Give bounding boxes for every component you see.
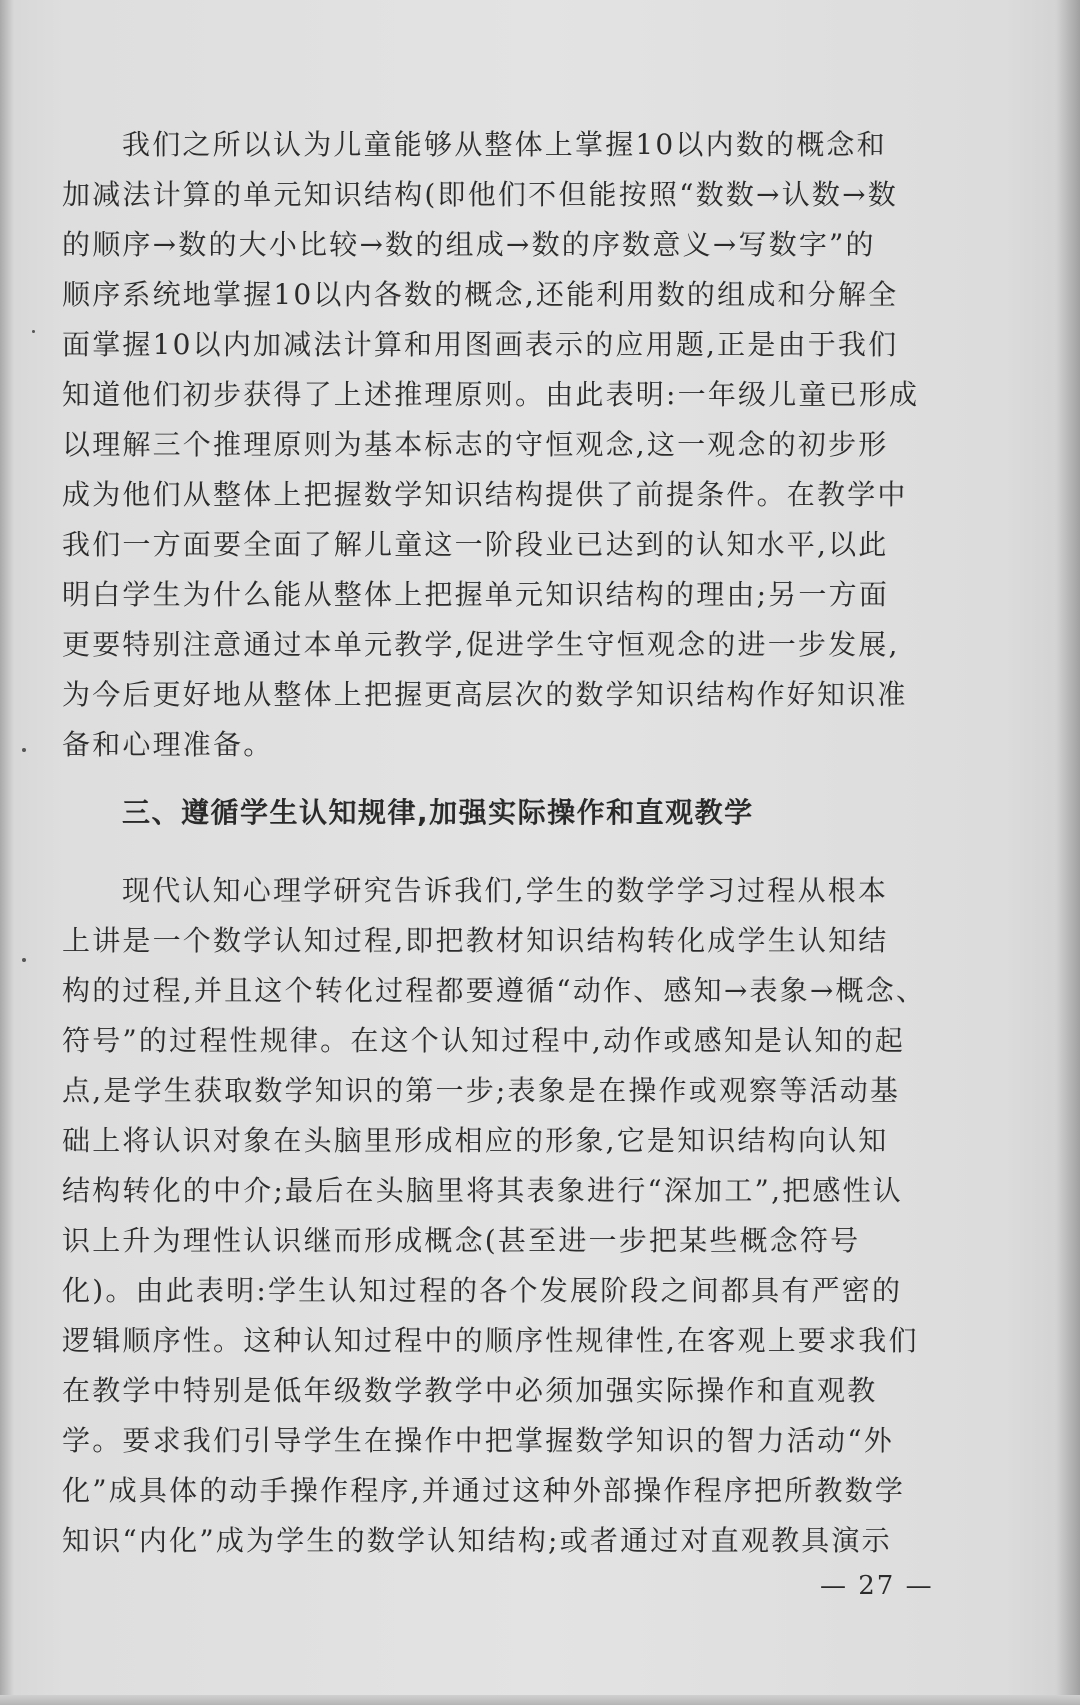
text-line: 成为他们从整体上把握数学知识结构提供了前提条件。在教学中 [62,478,908,511]
text-line: 以理解三个推理原则为基本标志的守恒观念,这一观念的初步形 [62,428,889,461]
text-line: 备和心理准备。 [62,728,274,761]
text-line: 结构转化的中介;最后在头脑里将其表象进行“深加工”,把感性认 [62,1174,903,1207]
paragraph-2 [62,866,992,1566]
text-line: 顺序系统地掌握10以内各数的概念,还能利用数的组成和分解全 [62,278,899,311]
text-line: 在教学中特别是低年级数学教学中必须加强实际操作和直观教 [62,1374,878,1407]
page-number: — 27 — [820,1571,934,1601]
text-line: 化”成具体的动手操作程序,并通过这种外部操作程序把所教数学 [62,1474,906,1507]
text-line: 的顺序→数的大小比较→数的组成→数的序数意义→写数字”的 [62,228,876,261]
text-line: 知道他们初步获得了上述推理原则。由此表明:一年级儿童已形成 [62,378,920,411]
text-line: 我们之所以认为儿童能够从整体上掌握10以内数的概念和 [122,128,887,161]
page-right-edge [1056,0,1080,1705]
text-line: 构的过程,并且这个转化过程都要遵循“动作、感知→表象→概念、 [62,974,927,1007]
text-line: 更要特别注意通过本单元教学,促进学生守恒观念的进一步发展, [62,628,900,661]
text-line: 明白学生为什么能从整体上把握单元知识结构的理由;另一方面 [62,578,890,611]
print-speck [32,330,35,333]
text-line: 础上将认识对象在头脑里形成相应的形象,它是知识结构向认知 [62,1124,889,1157]
text-line: 面掌握10以内加减法计算和用图画表示的应用题,正是由于我们 [62,328,899,361]
text-line: 点,是学生获取数学知识的第一步;表象是在操作或观察等活动基 [62,1074,901,1107]
page-bottom-edge [0,1695,1080,1705]
text-line: 化)。由此表明:学生认知过程的各个发展阶段之间都具有严密的 [62,1274,903,1307]
text-line: 为今后更好地从整体上把握更高层次的数学知识结构作好知识准 [62,678,908,711]
text-line: 知识“内化”成为学生的数学认知结构;或者通过对直观教具演示 [62,1524,892,1557]
text-line: 上讲是一个数学认知过程,即把教材知识结构转化成学生认知结 [62,924,889,957]
print-speck [22,748,26,752]
text-line: 逻辑顺序性。这种认知过程中的顺序性规律性,在客观上要求我们 [62,1324,919,1357]
text-line: 加减法计算的单元知识结构(即他们不但能按照“数数→认数→数 [62,178,898,211]
print-speck [22,958,26,962]
text-line: 符号”的过程性规律。在这个认知过程中,动作或感知是认知的起 [62,1024,906,1057]
text-line: 我们一方面要全面了解儿童这一阶段业已达到的认知水平,以此 [62,528,889,561]
text-line: 现代认知心理学研究告诉我们,学生的数学学习过程从根本 [122,874,889,907]
text-line: 识上升为理性认识继而形成概念(甚至进一步把某些概念符号 [62,1224,861,1257]
paragraph-1 [62,120,992,770]
page-left-edge [0,0,14,1705]
section-heading: 三、遵循学生认知规律,加强实际操作和直观教学 [122,796,754,829]
text-line: 学。要求我们引导学生在操作中把掌握数学知识的智力活动“外 [62,1424,894,1457]
